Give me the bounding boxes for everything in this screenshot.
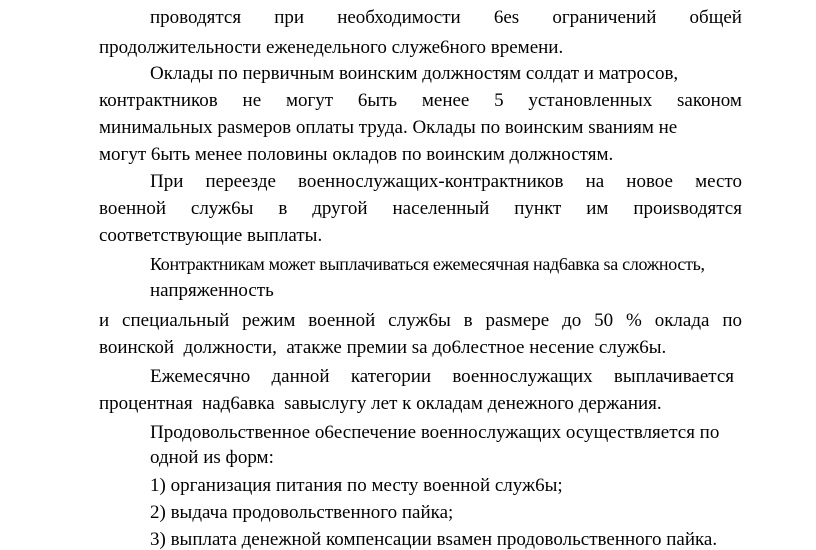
text-line: могут 6ыть менее половины окладов по воинским должностям. (99, 144, 614, 165)
text-line: соответствующие выплаты. (99, 225, 323, 246)
text-line: Продовольственное о6еспечение военнослужащих осуществляется по (150, 422, 720, 443)
word: служ6ы (388, 310, 451, 331)
word: новое (626, 171, 673, 192)
text-line: минимальных раsмеров оплаты труда. Оклады по воинским sваниям не (99, 117, 678, 138)
word: населенный (392, 198, 490, 219)
word: оклада (654, 310, 710, 331)
list-item: 2) выдача продовольственного пайка; (150, 502, 454, 523)
word: раsмере (485, 310, 550, 331)
word: % (625, 310, 642, 331)
word: менее (421, 90, 470, 111)
word: 50 (594, 310, 614, 331)
word: другой (312, 198, 368, 219)
text-line (99, 199, 742, 218)
word: 6es (493, 7, 520, 28)
word: При (150, 171, 184, 192)
word: им (586, 198, 609, 219)
word: общей (689, 7, 742, 28)
text-line (99, 91, 742, 110)
text-line (150, 367, 734, 386)
list-item: 3) выплата денежной компенсации вsамен продовольственного пайка. (150, 529, 718, 550)
text-line: продолжительности еженедельного служе6ного времени. (99, 37, 564, 58)
word: до (562, 310, 582, 331)
word: военной (308, 310, 376, 331)
word: необходимости (337, 7, 461, 28)
text-line: процентная над6авка sавыслугу лет к окладам денежного держания. (99, 393, 662, 414)
text-line: одной иs форм: (150, 447, 274, 468)
word: переезде (205, 171, 276, 192)
list-item: 1) организация питания по месту военной служ6ы; (150, 475, 563, 496)
word: место (695, 171, 742, 192)
word: могут (285, 90, 334, 111)
word: режим (242, 310, 296, 331)
word: при (274, 7, 305, 28)
word: не (242, 90, 262, 111)
word: в (463, 310, 473, 331)
text-line: воинской должности, атакже премии sа до6лестное несение служ6ы. (99, 337, 667, 358)
word: на (585, 171, 605, 192)
word: в (278, 198, 288, 219)
word: Ежемесячно (150, 366, 251, 387)
word: выплачивается (613, 366, 734, 387)
word: 5 (494, 90, 504, 111)
word: 6ыть (357, 90, 398, 111)
word: данной (271, 366, 330, 387)
text-line: Оклады по первичным воинским должностям солдат и матросов, (150, 63, 679, 84)
word: специальный (122, 310, 230, 331)
word: проиsводятся (633, 198, 742, 219)
text-line: напряженность (150, 280, 274, 301)
text-line: Контрактникам может выплачиваться ежемесячная над6авка sа сложность, (150, 254, 705, 274)
text-line (150, 8, 742, 27)
word: военной (99, 198, 167, 219)
word: контрактников (99, 90, 218, 111)
word: категории (350, 366, 432, 387)
word: sаконом (677, 90, 742, 111)
word: военнослужащих-контрактников (298, 171, 564, 192)
text-line (150, 172, 742, 191)
word: и (99, 310, 110, 331)
word: проводятся (150, 7, 242, 28)
word: пункт (514, 198, 562, 219)
word: военнослужащих (452, 366, 593, 387)
text-line (99, 311, 742, 330)
word: по (722, 310, 742, 331)
word: служ6ы (190, 198, 254, 219)
word: ограничений (552, 7, 657, 28)
word: установленных (528, 90, 653, 111)
